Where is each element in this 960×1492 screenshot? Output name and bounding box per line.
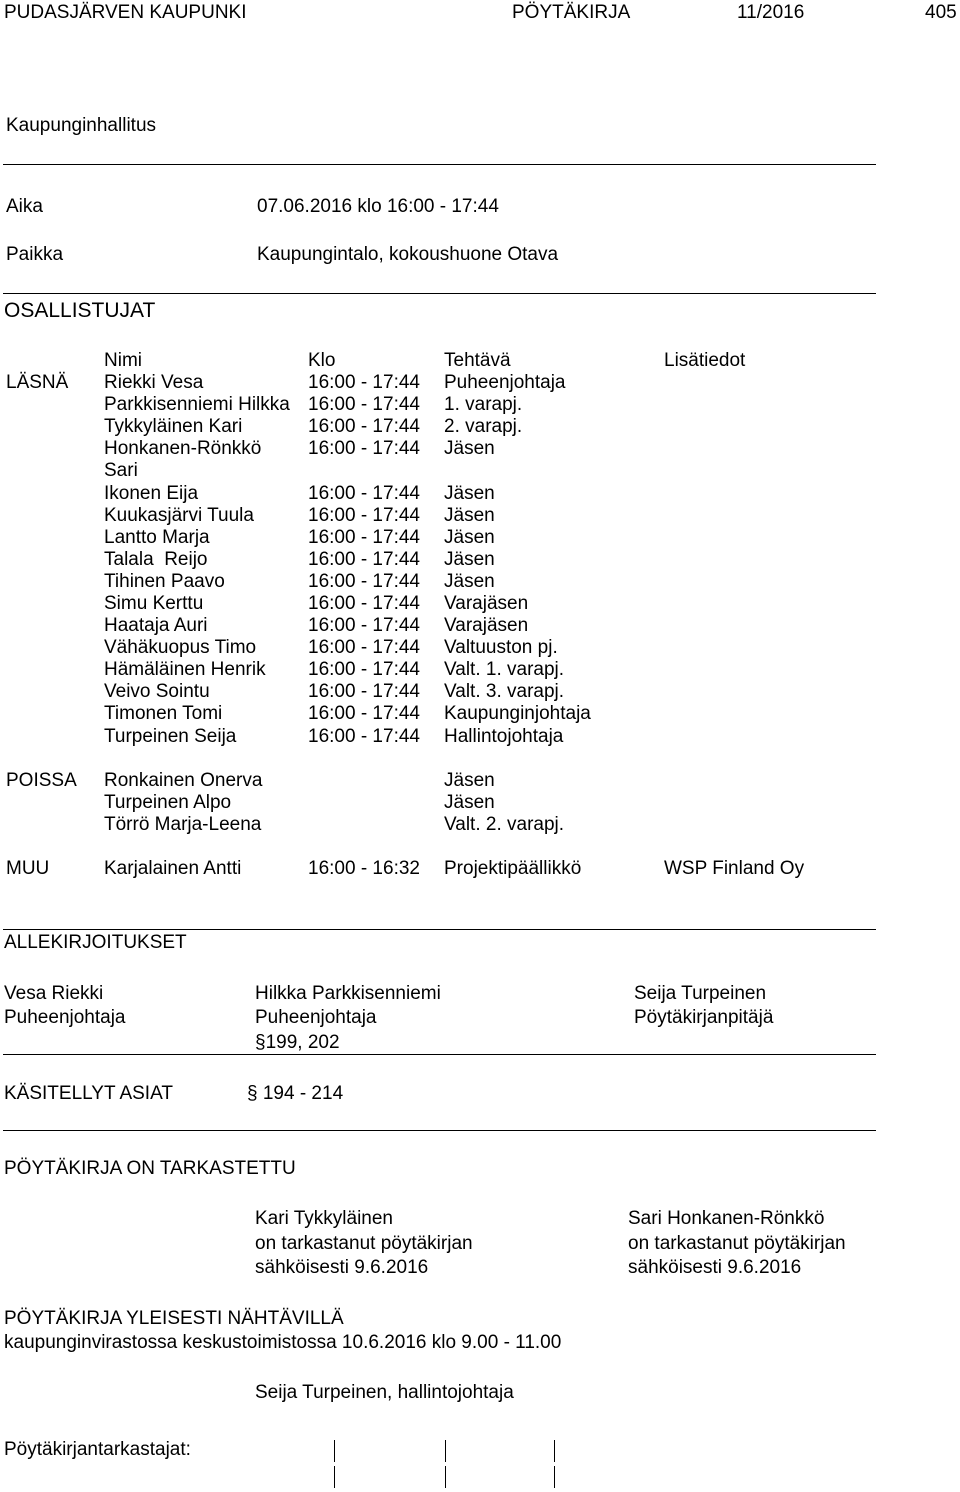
signer-title: Pöytäkirjanpitäjä bbox=[634, 1007, 774, 1028]
divider bbox=[3, 929, 876, 930]
participant-role: Jäsen bbox=[444, 438, 495, 459]
participant-role: 1. varapj. bbox=[444, 394, 523, 415]
participant-name: Hämäläinen Henrik bbox=[104, 659, 266, 680]
participant-name: Tihinen Paavo bbox=[104, 571, 225, 592]
signature-box-divider bbox=[554, 1466, 555, 1488]
signature-box-divider bbox=[445, 1440, 446, 1462]
participant-role: Valtuuston pj. bbox=[444, 637, 558, 658]
divider bbox=[3, 1130, 876, 1131]
participant-role: Jäsen bbox=[444, 571, 495, 592]
reviewers-label: Pöytäkirjantarkastajat: bbox=[4, 1439, 191, 1460]
signer-name: Hilkka Parkkisenniemi bbox=[255, 983, 441, 1004]
participant-role: Jäsen bbox=[444, 549, 495, 570]
participant-time: 16:00 - 17:44 bbox=[308, 416, 420, 437]
participant-time: 16:00 - 17:44 bbox=[308, 703, 420, 724]
participant-role: Valt. 1. varapj. bbox=[444, 659, 565, 680]
checker-name: Kari Tykkyläinen bbox=[255, 1208, 393, 1229]
document-type: PÖYTÄKIRJA bbox=[512, 2, 631, 23]
absent-label: POISSA bbox=[6, 770, 77, 791]
checker-name: Sari Honkanen-Rönkkö bbox=[628, 1208, 825, 1229]
participant-time: 16:00 - 16:32 bbox=[308, 858, 420, 879]
participants-title: OSALLISTUJAT bbox=[4, 299, 156, 322]
participant-time: 16:00 - 17:44 bbox=[308, 659, 420, 680]
participant-name: Turpeinen Alpo bbox=[104, 792, 232, 813]
participant-role: Valt. 3. varapj. bbox=[444, 681, 565, 702]
participant-name: Sari bbox=[104, 460, 138, 481]
participant-role: Jäsen bbox=[444, 505, 495, 526]
participant-name: Karjalainen Antti bbox=[104, 858, 242, 879]
present-label: LÄSNÄ bbox=[6, 372, 69, 393]
place-label: Paikka bbox=[6, 244, 64, 265]
participant-time: 16:00 - 17:44 bbox=[308, 527, 420, 548]
participant-time: 16:00 - 17:44 bbox=[308, 505, 420, 526]
participant-name: Ronkainen Onerva bbox=[104, 770, 263, 791]
divider bbox=[3, 164, 876, 165]
participant-name: Timonen Tomi bbox=[104, 703, 223, 724]
other-label: MUU bbox=[6, 858, 50, 879]
divider bbox=[3, 1054, 876, 1055]
checker-line: on tarkastanut pöytäkirjan bbox=[628, 1233, 846, 1254]
signatures-title: ALLEKIRJOITUKSET bbox=[4, 932, 187, 953]
participant-name: Simu Kerttu bbox=[104, 593, 204, 614]
participant-role: Jäsen bbox=[444, 483, 495, 504]
participant-role: 2. varapj. bbox=[444, 416, 523, 437]
signer-name: Seija Turpeinen bbox=[634, 983, 767, 1004]
document-number: 11/2016 bbox=[737, 2, 805, 23]
participant-name: Tykkyläinen Kari bbox=[104, 416, 243, 437]
participant-name: Haataja Auri bbox=[104, 615, 208, 636]
participant-time: 16:00 - 17:44 bbox=[308, 372, 420, 393]
items-label: KÄSITELLYT ASIAT bbox=[4, 1083, 173, 1104]
participant-name: Lantto Marja bbox=[104, 527, 210, 548]
column-header-info: Lisätiedot bbox=[664, 350, 746, 371]
participant-role: Jäsen bbox=[444, 527, 495, 548]
participant-time: 16:00 - 17:44 bbox=[308, 394, 420, 415]
participant-role: Puheenjohtaja bbox=[444, 372, 566, 393]
participant-role: Hallintojohtaja bbox=[444, 726, 564, 747]
participant-name: Turpeinen Seija bbox=[104, 726, 237, 747]
participant-name: Veivo Sointu bbox=[104, 681, 210, 702]
signer-name: Vesa Riekki bbox=[4, 983, 104, 1004]
signer-title: Puheenjohtaja bbox=[4, 1007, 126, 1028]
participant-name: Vähäkuopus Timo bbox=[104, 637, 257, 658]
place-value: Kaupungintalo, kokoushuone Otava bbox=[257, 244, 559, 265]
participant-name: Talala Reijo bbox=[104, 549, 208, 570]
checked-title: PÖYTÄKIRJA ON TARKASTETTU bbox=[4, 1158, 296, 1179]
participant-role: Valt. 2. varapj. bbox=[444, 814, 565, 835]
participant-time: 16:00 - 17:44 bbox=[308, 593, 420, 614]
participant-time: 16:00 - 17:44 bbox=[308, 571, 420, 592]
divider bbox=[3, 293, 876, 294]
participant-role: Kaupunginjohtaja bbox=[444, 703, 591, 724]
participant-info: WSP Finland Oy bbox=[664, 858, 805, 879]
participant-name: Ikonen Eija bbox=[104, 483, 199, 504]
participant-name: Riekki Vesa bbox=[104, 372, 204, 393]
participant-role: Varajäsen bbox=[444, 615, 529, 636]
participant-name: Törrö Marja-Leena bbox=[104, 814, 262, 835]
column-header-name: Nimi bbox=[104, 350, 142, 371]
signature-box-divider bbox=[334, 1466, 335, 1488]
participant-time: 16:00 - 17:44 bbox=[308, 726, 420, 747]
participant-role: Jäsen bbox=[444, 770, 495, 791]
time-value: 07.06.2016 klo 16:00 - 17:44 bbox=[257, 196, 499, 217]
body-name: Kaupunginhallitus bbox=[6, 115, 157, 136]
participant-time: 16:00 - 17:44 bbox=[308, 438, 420, 459]
time-label: Aika bbox=[6, 196, 43, 217]
signature-box-divider bbox=[334, 1440, 335, 1462]
participant-time: 16:00 - 17:44 bbox=[308, 681, 420, 702]
items-value: § 194 - 214 bbox=[247, 1083, 344, 1104]
signature-box-divider bbox=[445, 1466, 446, 1488]
participant-role: Projektipäällikkö bbox=[444, 858, 582, 879]
participant-name: Kuukasjärvi Tuula bbox=[104, 505, 254, 526]
participant-time: 16:00 - 17:44 bbox=[308, 483, 420, 504]
page-number: 405 bbox=[925, 2, 957, 23]
participant-time: 16:00 - 17:44 bbox=[308, 637, 420, 658]
column-header-time: Klo bbox=[308, 350, 336, 371]
checker-line: on tarkastanut pöytäkirjan bbox=[255, 1233, 473, 1254]
public-text: kaupunginvirastossa keskustoimistossa 10.6.2016 klo 9.00 - 11.00 bbox=[4, 1332, 562, 1353]
signature-box-divider bbox=[554, 1440, 555, 1462]
column-header-role: Tehtävä bbox=[444, 350, 511, 371]
participant-name: Honkanen-Rönkkö bbox=[104, 438, 262, 459]
public-signer: Seija Turpeinen, hallintojohtaja bbox=[255, 1382, 514, 1403]
organization-name: PUDASJÄRVEN KAUPUNKI bbox=[4, 2, 247, 23]
signer-note: §199, 202 bbox=[255, 1032, 340, 1053]
checker-date: sähköisesti 9.6.2016 bbox=[628, 1257, 802, 1278]
signer-title: Puheenjohtaja bbox=[255, 1007, 377, 1028]
participant-time: 16:00 - 17:44 bbox=[308, 615, 420, 636]
public-title: PÖYTÄKIRJA YLEISESTI NÄHTÄVILLÄ bbox=[4, 1308, 344, 1329]
checker-date: sähköisesti 9.6.2016 bbox=[255, 1257, 429, 1278]
participant-time: 16:00 - 17:44 bbox=[308, 549, 420, 570]
participant-name: Parkkisenniemi Hilkka bbox=[104, 394, 290, 415]
participant-role: Jäsen bbox=[444, 792, 495, 813]
participant-role: Varajäsen bbox=[444, 593, 529, 614]
